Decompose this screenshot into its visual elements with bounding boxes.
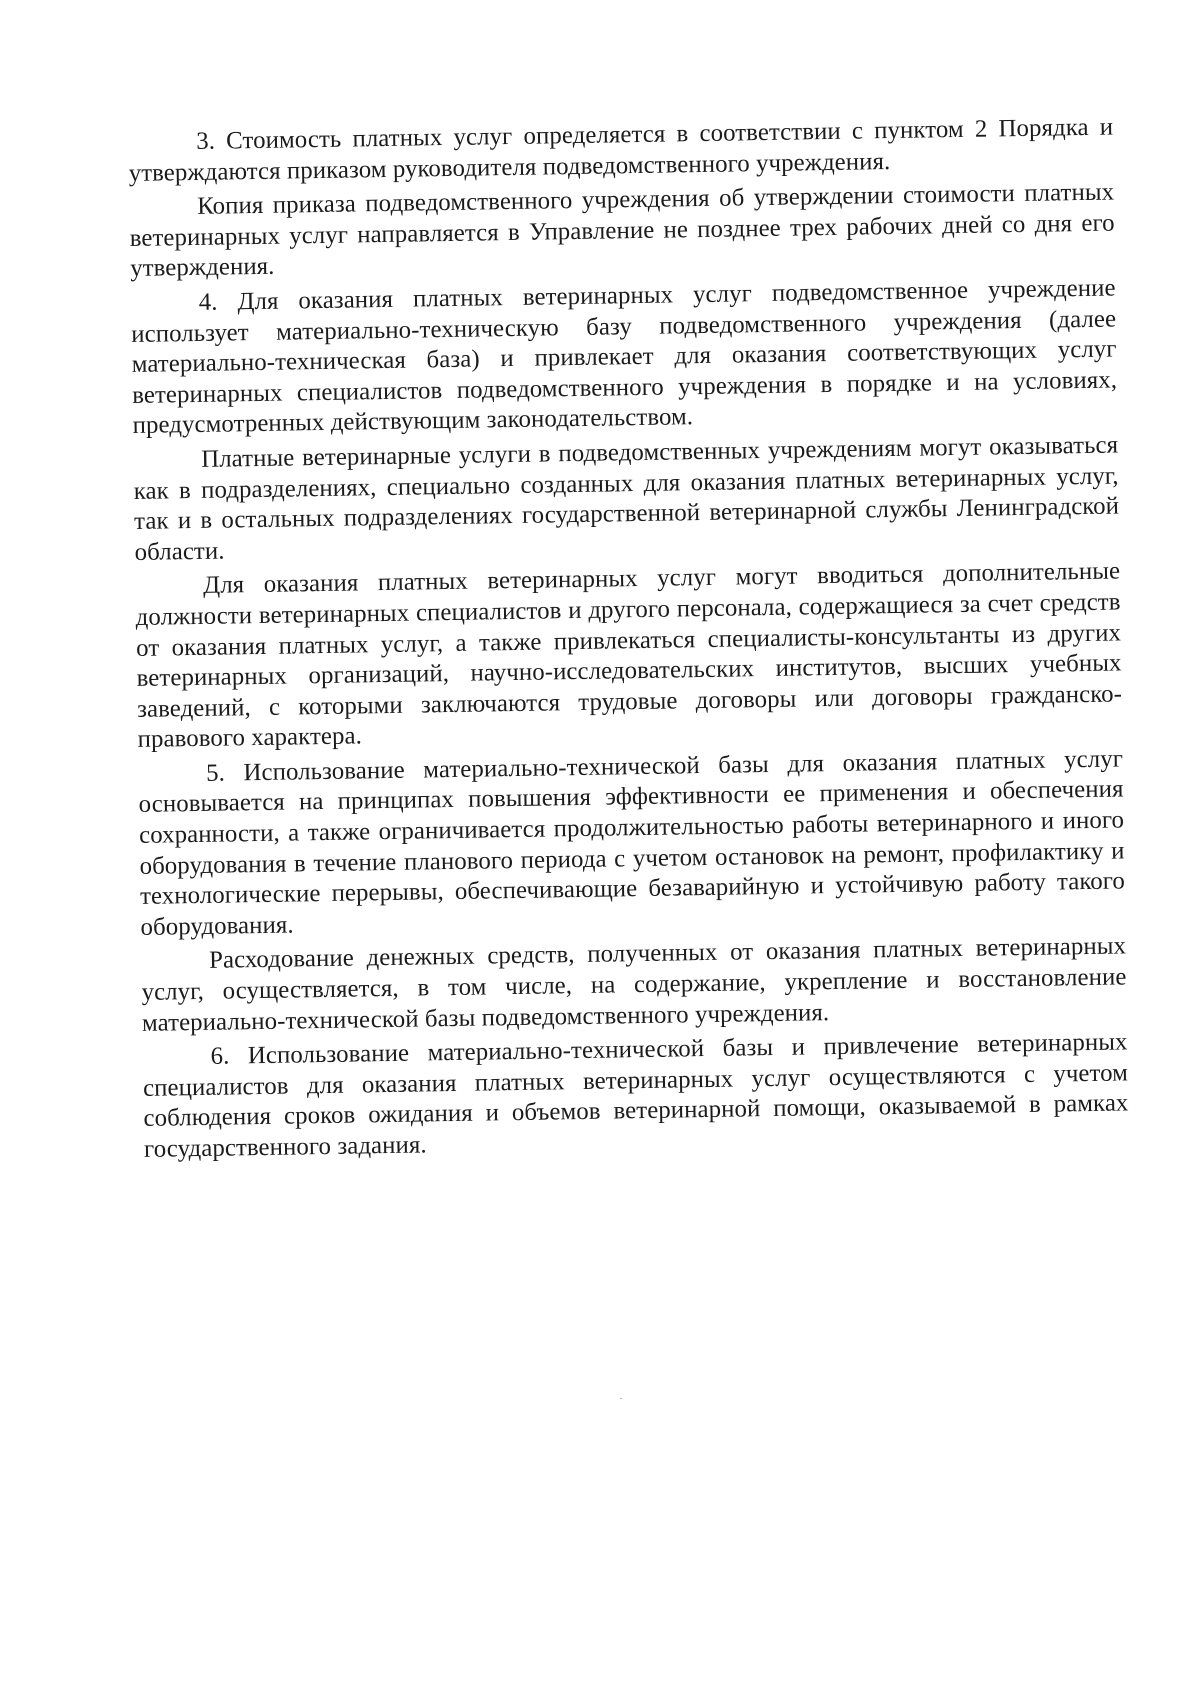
paragraph-5-base-usage: 5. Использование материально-технической базы для оказания платных услуг основывается на принципах повышения эффективности ее применения и обеспечения сохранности, а также ограничивается продолжительностью работы ветеринарного и иного оборудования в течение планового периода с учетом остановок на ремонт, профилактику и технологические перерывы, обеспечивающие безаварийную и устойчивую работу такого оборудования. xyxy=(138,745,1126,941)
document-body xyxy=(128,113,1129,1170)
paragraph-funds-spending: Расходование денежных средств, полученных от оказания платных ветеринарных услуг, осуществляется, в том числе, на содержание, укрепление и восстановление материально-технической базы подведомственного учреждения. xyxy=(141,932,1127,1037)
scan-speck xyxy=(620,1398,622,1399)
paragraph-6-specialists: 6. Использование материально-технической базы и привлечение ветеринарных специалистов для оказания платных ветеринарных услуг осуществляются с учетом соблюдения сроков ожидания и объемов ветеринарной помощи, оказываемой в рамках государственного задания. xyxy=(142,1028,1129,1163)
paragraph-order-copy: Копия приказа подведомственного учреждения об утверждении стоимости платных ветеринарных услуг направляется в Управление не позднее трех рабочих дней со дня его утверждения. xyxy=(129,178,1115,283)
paragraph-paid-services-units: Платные ветеринарные услуги в подведомственных учреждениям могут оказываться как в подразделениях, специально созданных для оказания платных ветеринарных услуг, так и в остальных подразделениях государственной ветеринарной службы Ленинградской области. xyxy=(133,431,1120,566)
paragraph-3-cost: 3. Стоимость платных услуг определяется в соответствии с пунктом 2 Порядка и утверждаются приказом руководителя подведомственного учреждения. xyxy=(128,113,1114,187)
paragraph-4-material-base: 4. Для оказания платных ветеринарных услуг подведомственное учреждение использует материально-техническую базу подведомственного учреждения (далее материально-техническая база) и привлекает для оказания соответствующих услуг ветеринарных специалистов подведомственного учреждения в порядке и на условиях, предусмотренных действующим законодательством. xyxy=(131,274,1118,440)
paragraph-additional-positions: Для оказания платных ветеринарных услуг могут вводиться дополнительные должности ветеринарных специалистов и другого персонала, содержащиеся за счет средств от оказания платных услуг, а также привлекаться специалисты-консультанты из других ветеринарных организаций, научно-исследовательских институтов, высших учебных заведений, с которыми заключаются трудовые договоры или договоры гражданско-правового характера. xyxy=(135,557,1123,754)
